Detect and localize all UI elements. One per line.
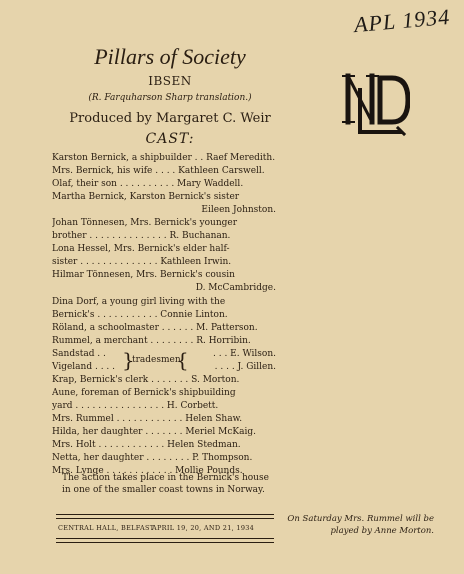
cast-line: Rummel, a merchant . . . . . . . . R. Horribin. <box>52 335 251 346</box>
play-title: Pillars of Society <box>94 44 246 69</box>
cast-role-vigeland: Vigeland . . . . <box>52 361 115 372</box>
venue: CENTRAL HALL, BELFAST <box>58 524 155 532</box>
cast-line: Eileen Johnston. <box>201 205 276 216</box>
cast-line: Hilmar Tönnesen, Mrs. Bernick's cousin <box>52 270 235 281</box>
tradesmen-label: tradesmen <box>132 354 181 365</box>
cast-line: Röland, a schoolmaster . . . . . . M. Patterson. <box>52 322 258 333</box>
left-brace-icon: } <box>122 347 135 372</box>
cast-line: Martha Bernick, Karston Bernick's sister <box>52 192 240 203</box>
cast-line: Mrs. Lynge . . . . . . . . . . . . Mollie Pounds. <box>52 466 243 477</box>
cast-line: Mrs. Rummel . . . . . . . . . . . . Helen Shaw. <box>52 413 243 424</box>
cast-line: Aune, foreman of Bernick's shipbuilding <box>52 387 236 398</box>
play-author: IBSEN <box>148 74 192 88</box>
footer-rule-top <box>56 514 274 519</box>
producer-credit: Produced by Margaret C. Weir <box>69 111 271 126</box>
cast-line: sister . . . . . . . . . . . . . . Kathleen Irwin. <box>52 257 232 268</box>
cast-line: Mrs. Holt . . . . . . . . . . . . Helen Stedman. <box>52 439 241 450</box>
performance-dates: APRIL 19, 20, AND 21, 1934 <box>152 524 255 532</box>
cast-line: Karston Bernick, a shipbuilder . . Raef Meredith. <box>52 153 276 163</box>
cast-line: Mrs. Bernick, his wife . . . . Kathleen Carswell. <box>52 166 265 177</box>
handwritten-date: APL 1934 <box>353 3 452 38</box>
cast-line: Hilda, her daughter . . . . . . . Meriel McKaig. <box>52 426 257 437</box>
cast-line: Bernick's . . . . . . . . . . . Connie Linton. <box>52 309 228 320</box>
cast-list <box>52 152 276 478</box>
cast-heading: CAST: <box>145 131 195 147</box>
cast-line: D. McCambridge. <box>195 283 276 294</box>
cast-line: Lona Hessel, Mrs. Bernick's elder half- <box>52 244 230 255</box>
saturday-note: On Saturday Mrs. Rummel will be played by Anne Morton. <box>287 514 434 536</box>
right-brace-icon: { <box>176 347 189 372</box>
cast-line: yard . . . . . . . . . . . . . . . . H. Corbett. <box>52 400 219 411</box>
cast-actor-gillen: . . . . J. Gillen. <box>214 361 276 372</box>
cast-line: Krap, Bernick's clerk . . . . . . . S. Morton. <box>52 374 240 385</box>
cast-role-sandstad: Sandstad . . <box>52 348 106 359</box>
translation-credit: (R. Farquharson Sharp translation.) <box>88 93 252 103</box>
cast-line: Netta, her daughter . . . . . . . . P. Thompson. <box>52 452 253 463</box>
monogram-logo <box>342 68 410 140</box>
setting-note: The action takes place in the Bernick's house in one of the smaller coast towns in Norway. <box>62 473 269 495</box>
cast-line: Dina Dorf, a young girl living with the <box>52 296 226 307</box>
tradesmen-group <box>52 348 276 374</box>
cast-actor-wilson: . . . E. Wilson. <box>213 348 276 359</box>
cast-line: Johan Tönnesen, Mrs. Bernick's younger <box>52 218 238 229</box>
footer-rule-bottom <box>56 538 274 543</box>
cast-line: brother . . . . . . . . . . . . . . R. Buchanan. <box>52 231 231 242</box>
cast-line: Olaf, their son . . . . . . . . . . Mary Waddell. <box>52 179 244 190</box>
